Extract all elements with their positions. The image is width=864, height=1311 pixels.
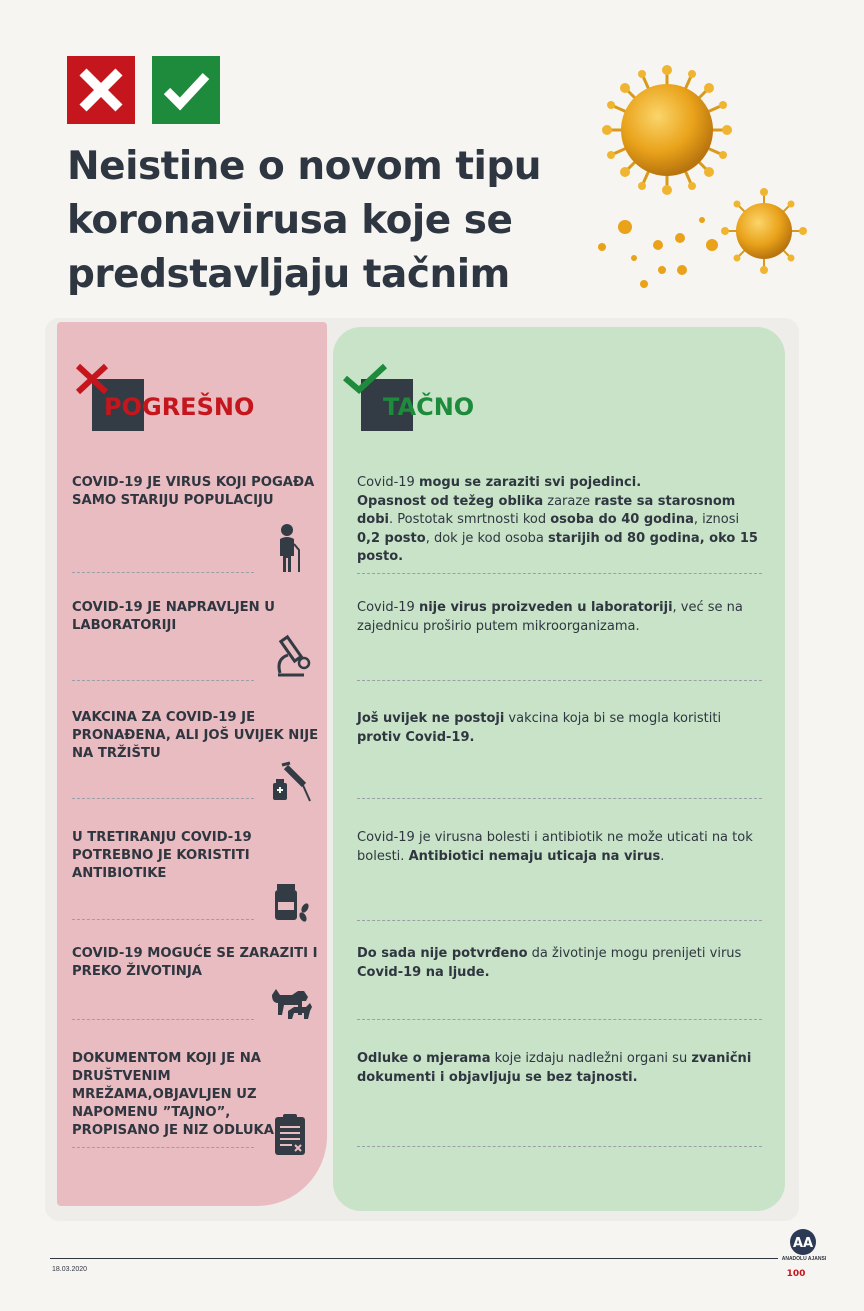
footer-divider [50,1258,778,1259]
myth-text: U TRETIRANJU COVID-19 POTREBNO JE KORISTITI ANTIBIOTIKE [72,830,252,881]
elderly-person-icon [272,522,308,574]
wrong-icon [67,56,135,124]
fact-text: Odluke o mjerama koje izdaju nadležni organi su zvanični dokumenti i objavljuju se bez tajnosti. [357,1051,752,1085]
logo-name: ANADOLU AJANSI [781,1256,827,1262]
logo-years: 100 [786,1269,806,1279]
page-title: Neistine o novom tipu koronavirusa koje se predstavljaju tačnim [67,144,542,297]
wrong-header-x-icon [74,363,110,395]
logo-letters: AA [792,1236,814,1251]
microscope-icon [270,633,312,679]
divider [357,680,762,681]
divider [357,920,762,921]
myth-text: VAKCINA ZA COVID-19 JE PRONAĐENA, ALI JOŠ UVIJEK NIJE NA TRŽIŠTU [72,710,319,761]
divider [72,1019,254,1020]
divider [357,798,762,799]
divider [357,573,762,574]
right-header-check-icon [341,362,389,396]
divider [357,1019,762,1020]
divider [72,680,254,681]
document-icon [272,1113,308,1157]
wrong-header-label: POGREŠNO [104,393,255,421]
myth-text: COVID-19 JE NAPRAVLJEN U LABORATORIJI [72,600,275,633]
fact-text: Do sada nije potvrđeno da životinje mogu prenijeti virus Covid-19 na ljude. [357,946,742,980]
myth-text: COVID-19 MOGUĆE SE ZARAZITI I PREKO ŽIVOTINJA [72,946,318,979]
divider [72,572,254,573]
myth-text: COVID-19 JE VIRUS KOJI POGAĐA SAMO STARIJU POPULACIJU [72,475,315,508]
divider [72,919,254,920]
fact-text: Još uvijek ne postoji vakcina koja bi se mogla koristiti protiv Covid-19. [357,711,722,745]
divider [72,1147,254,1148]
dog-cat-icon [268,985,314,1021]
fact-text: Covid-19 je virusna bolesti i antibiotik ne može uticati na tok bolesti. Antibiotici nemaju uticaja na virus. [357,830,753,864]
divider [72,798,254,799]
syringe-icon [270,761,312,803]
right-header-label: TAČNO [383,393,475,421]
anadolu-logo-icon [780,1228,826,1280]
fact-text: Covid-19 nije virus proizveden u laboratoriji, već se na zajednicu proširio putem mikroorganizama. [357,600,743,634]
divider [357,1146,762,1147]
footer-date: 18.03.2020 [52,1266,88,1273]
myth-text: DOKUMENTOM KOJI JE NA DRUŠTVENIM MREŽAMA,OBJAVLJEN UZ NAPOMENU ”TAJNO”, PROPISANO JE NIZ ODLUKA [72,1051,274,1138]
pill-bottle-icon [272,882,314,922]
virus-illustration [582,60,812,300]
check-icon [152,56,220,124]
fact-text: Covid-19 mogu se zaraziti svi pojedinci. Opasnost od težeg oblika zaraze raste sa starosnom dobi. Postotak smrtnosti kod osoba do 40 godina, iznosi 0,2 posto, dok je kod osoba starijih od 80 godina, oko 15 posto. [357,475,758,564]
